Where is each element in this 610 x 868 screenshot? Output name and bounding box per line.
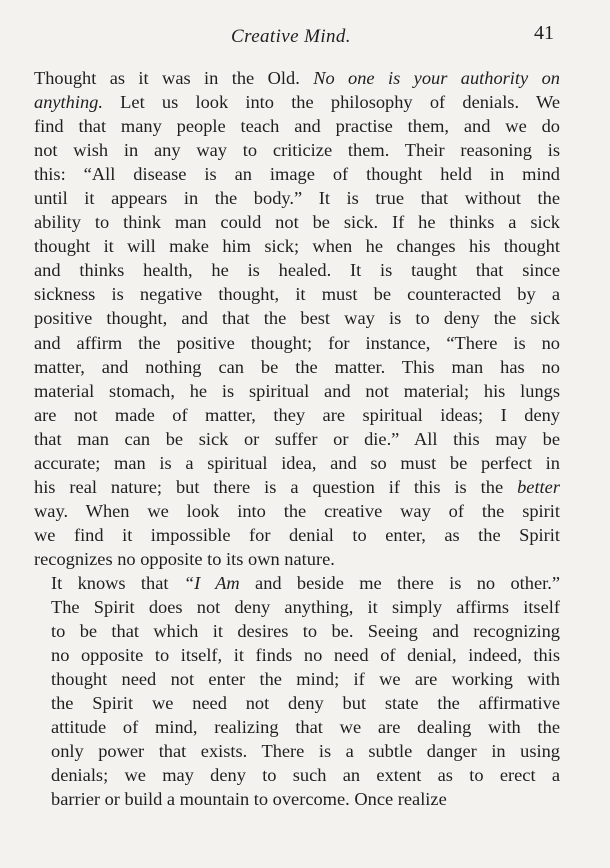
text-run: material stomach, he is spiritual and not material; his lungs	[34, 380, 560, 401]
text-line	[34, 114, 560, 138]
text-run: and beside me there is no other.”	[239, 572, 560, 593]
text-line	[34, 667, 560, 691]
text-line	[34, 66, 560, 90]
text-line	[34, 186, 560, 210]
text-run: the Spirit we need not deny but state the affirmative	[51, 693, 560, 714]
text-run: thought it will make him sick; when he changes his thought	[34, 236, 560, 257]
italic-run: “I Am	[183, 572, 240, 593]
italic-run: anything.	[34, 92, 103, 113]
text-run: barrier or build a mountain to overcome. Once realize	[51, 789, 447, 810]
running-title: Creative Mind.	[231, 26, 351, 47]
text-run: denials; we may deny to such an extent as to erect a	[51, 765, 560, 786]
running-header	[36, 22, 554, 54]
text-line	[34, 619, 560, 643]
text-line	[34, 787, 560, 811]
text-line	[34, 499, 560, 523]
body-text	[34, 66, 560, 811]
text-line	[34, 691, 560, 715]
text-run: matter, and nothing can be the matter. This man has no	[34, 356, 560, 377]
page-number: 41	[534, 22, 554, 44]
text-run: and affirm the positive thought; for instance, “There is no	[34, 332, 560, 353]
text-line	[34, 475, 560, 499]
text-run: find that many people teach and practise them, and we do	[34, 116, 560, 137]
text-run: It knows that	[51, 572, 184, 593]
text-line	[34, 210, 560, 234]
text-line	[34, 379, 560, 403]
text-run: we find it impossible for denial to enter, as the Spirit	[34, 524, 560, 545]
paragraph	[34, 571, 560, 811]
text-line	[34, 306, 560, 330]
text-run: recognizes no opposite to its own nature.	[34, 548, 335, 569]
text-run: this: “All disease is an image of thought held in mind	[34, 164, 560, 185]
text-line	[34, 258, 560, 282]
text-run: sickness is negative thought, it must be counteracted by a	[34, 284, 560, 305]
text-run: to be that which it desires to be. Seeing and recognizing	[51, 621, 560, 642]
text-run: are not made of matter, they are spiritual ideas; I deny	[34, 404, 560, 425]
text-run: until it appears in the body.” It is true that without the	[34, 188, 560, 209]
text-line	[34, 331, 560, 355]
text-line	[34, 234, 560, 258]
paragraph	[34, 66, 560, 571]
text-line	[34, 90, 560, 114]
text-run: The Spirit does not deny anything, it simply affirms itself	[51, 597, 560, 618]
text-line	[34, 355, 560, 379]
text-run: thought need not enter the mind; if we are working with	[51, 669, 560, 690]
text-line	[34, 571, 560, 595]
text-run: his real nature; but there is a question if this is the	[34, 476, 518, 497]
text-run: positive thought, and that the best way is to deny the sick	[34, 308, 560, 329]
text-run: and thinks health, he is healed. It is taught that since	[34, 260, 560, 281]
text-run: Let us look into the philosophy of denials. We	[102, 92, 560, 113]
text-line	[34, 547, 560, 571]
italic-run: better	[517, 476, 560, 497]
text-line	[34, 162, 560, 186]
text-line	[34, 138, 560, 162]
text-line	[34, 595, 560, 619]
text-line	[34, 763, 560, 787]
text-line	[34, 643, 560, 667]
text-line	[34, 523, 560, 547]
text-line	[34, 282, 560, 306]
text-line	[34, 403, 560, 427]
text-run: ability to think man could not be sick. If he thinks a sick	[34, 212, 560, 233]
italic-run: No one is your authority on	[313, 68, 560, 88]
text-run: way. When we look into the creative way of the spirit	[34, 500, 560, 521]
text-run: no opposite to itself, it finds no need of denial, indeed, this	[51, 645, 560, 666]
text-line	[34, 451, 560, 475]
text-run: attitude of mind, realizing that we are dealing with the	[51, 717, 560, 738]
text-run: that man can be sick or suffer or die.” All this may be	[34, 428, 560, 449]
text-run: accurate; man is a spiritual idea, and so must be perfect in	[34, 452, 560, 473]
text-line	[34, 427, 560, 451]
text-line	[34, 739, 560, 763]
text-run: Thought as it was in the Old.	[34, 68, 314, 88]
text-run: only power that exists. There is a subtle danger in using	[51, 741, 560, 762]
text-line	[34, 715, 560, 739]
text-run: not wish in any way to criticize them. Their reasoning is	[34, 140, 560, 161]
